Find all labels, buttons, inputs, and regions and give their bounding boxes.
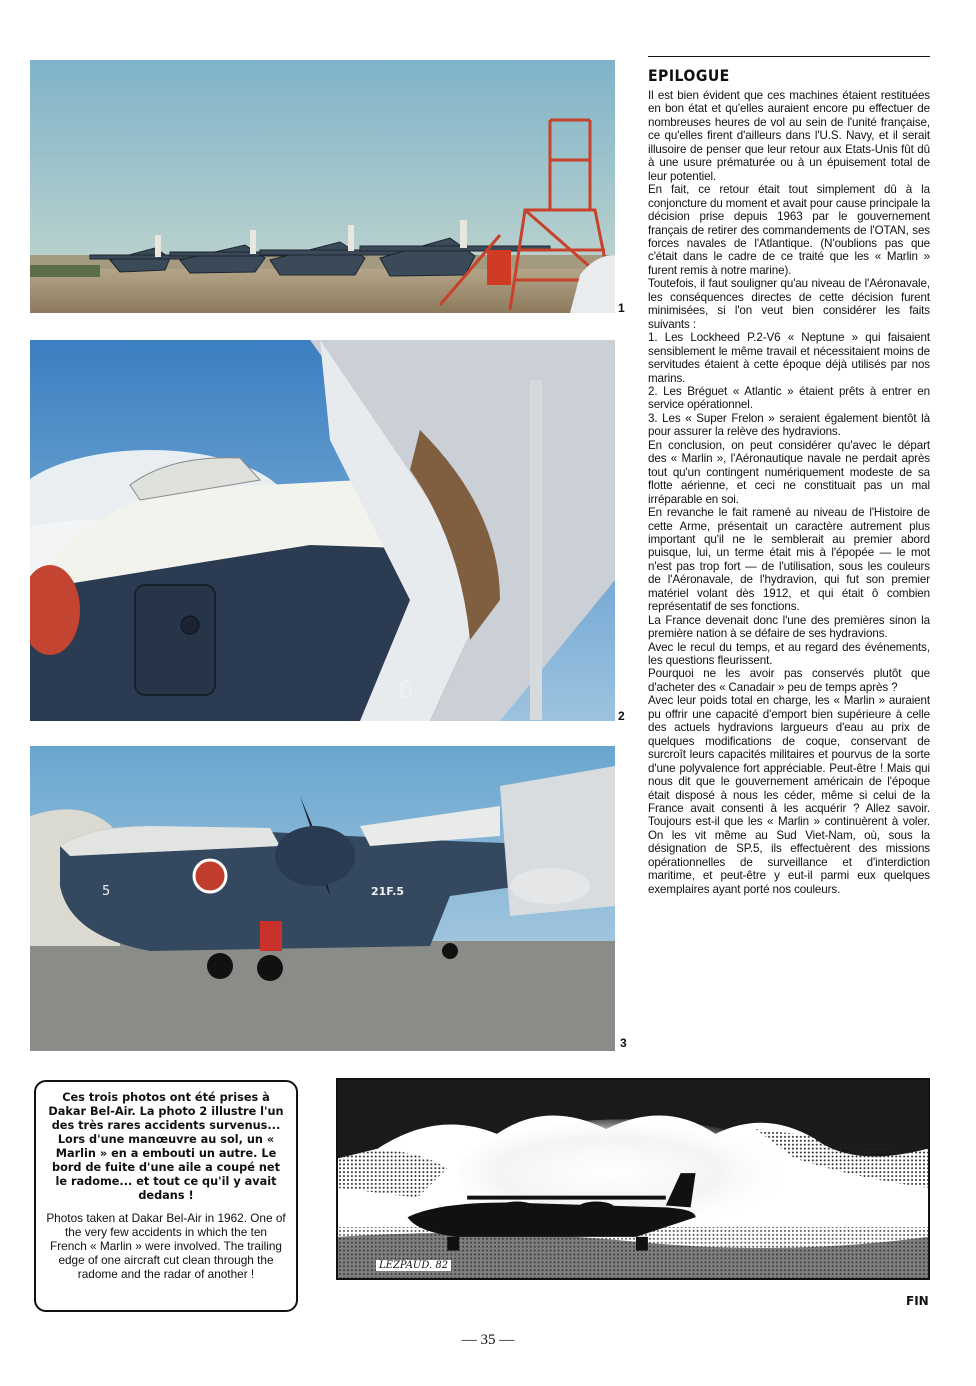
photo-number-2: 2 [618, 709, 625, 723]
paragraph-10: Avec le recul du temps, et au regard des événements, les questions fleurissent. [648, 640, 930, 668]
paragraph-6: 3. Les « Super Frelon » seraient également bientôt là pour assurer la relève des hydravions. [648, 411, 930, 439]
paragraph-11: Pourquoi ne les avoir pas conservés plutôt que d'acheter des « Canadair » peu de temps après ? [648, 667, 930, 694]
tail-marking: 21F.5 [371, 885, 405, 898]
caption-english: Photos taken at Dakar Bel-Air in 1962. One of the very few accidents in which the ten French « Marlin » were involved. The trailing edge of one aircraft cut clean through the radome and the radar of another ! [46, 1211, 286, 1281]
paragraph-9: La France devenait donc l'une des premières sinon la première nation à se défaire de ses hydravions. [648, 613, 930, 641]
photo-number-3: 3 [620, 1036, 627, 1050]
paragraph-7: En conclusion, on peut considérer qu'avec le départ des « Marlin », l'Aéronautique navale ne perdait après tout qu'un contingent numériquement modeste de sa flotte aérienne, et ceci ne constituait pas un mal irréparable en soi. [648, 438, 930, 506]
paragraph-8: En revanche le fait ramené au niveau de l'Histoire de cette Arme, présentait un caractère autrement plus important qu'il ne le semblerait au premier abord puisque, lui, un terme était mis à l'épopée — le mot n'est pas trop fort — de l'utilisation, sous les couleurs de l'Aéronavale, de l'hydravion, qui fut son premier matériel volant dès 1912, et qui était ô combien représentatif de ses fonctions. [648, 506, 930, 614]
marlin-flying-boat-photo [30, 746, 615, 1051]
paragraph-4: 1. Les Lockheed P.2-V6 « Neptune » qui faisaient sensiblement le même travail et nécessitaient moins de servitudes étaient à cette époque déjà utilisés par nos marins. [648, 331, 930, 385]
paragraph-3: Toutefois, il faut souligner qu'au niveau de l'Aéronavale, les conséquences directes de cette décision furent minimisées, si l'on veut bien considérer les faits suivants : [648, 277, 930, 331]
paragraph-5: 2. Les Bréguet « Atlantic » étaient prêts à entrer en service opérationnel. [648, 384, 930, 412]
photo-1 [30, 60, 615, 313]
photo-3 [30, 746, 615, 1051]
artist-signature: LEZPAUD. 82 [376, 1260, 451, 1271]
end-mark: FIN [906, 1294, 929, 1308]
paragraph-1: Il est bien évident que ces machines étaient restituées en bon état et qu'elles auraient encore pu effectuer de nombreuses heures de vol au sein de l'unité française, ce qu'elles firent d'ailleurs dans l'U.S. Navy, et il serait illusoire de penser que leur retour aux Etats-Unis fût dû à une usure prématurée ou à un épuisement total de leur potentiel. [648, 89, 930, 183]
flying-boat-sketch [338, 1080, 928, 1278]
flying-boat-drawing [336, 1078, 930, 1280]
photo-caption-box [34, 1080, 298, 1312]
page-number: — 35 — [461, 1332, 515, 1348]
photo-number-1: 1 [618, 301, 625, 315]
photo-2 [30, 340, 615, 721]
caption-french: Ces trois photos ont été prises à Dakar Bel-Air. La photo 2 illustre l'un des très rares accidents survenus... Lors d'une manœuvre au sol, un « Marlin » en a embouti un autre. Le bord de fuite d'une aile a coupé net le radome... et tout ce qu'il y avait dedans ! [48, 1091, 284, 1202]
paragraph-12: Avec leur poids total en charge, les « Marlin » auraient pu offrir une capacité d'emport bien supérieure à celle des actuels hydravions largueurs d'eau au prix de quelques modifications de coque, conservant de surcroît leurs capacités militaires et pourvus de la sorte d'une polyvalence fort appréciable. Peut-être ! Mais qui nous dit que le gouvernement américain de l'époque était disposé à nous les céder, même si celui de la France avait consenti à les acquérir ? Allez savoir. Toujours est-il que les « Marlin » continuèrent à voler. On les vit même au Sud Viet-Nam, où, sous la désignation de SP.5, ils effectuèrent des missions opérationnelles de surveillance et d'interdiction maritime, et peut-être y eut-il parmi eux quelques exemplaires ayant porté nos couleurs. [648, 694, 930, 896]
aircraft-number-6: 6 [398, 676, 414, 704]
epilogue-article [648, 56, 930, 896]
article-heading: EPILOGUE [648, 66, 730, 85]
flying-boats-on-apron-photo [30, 60, 615, 313]
paragraph-2: En fait, ce retour était tout simplement dû à la conjoncture du moment et avait pour cause principale la décision prise depuis 1963 par le gouvernement français de retirer des commandements de l'OTAN, ses forces navales de l'Atlantique. (N'oublions pas que c'était dans le cadre de ce traité que les « Marlin » furent remis à notre marine). [648, 183, 930, 277]
damaged-radome-photo [30, 340, 615, 721]
heading-rule [648, 56, 930, 57]
nose-number-5: 5 [102, 884, 111, 899]
